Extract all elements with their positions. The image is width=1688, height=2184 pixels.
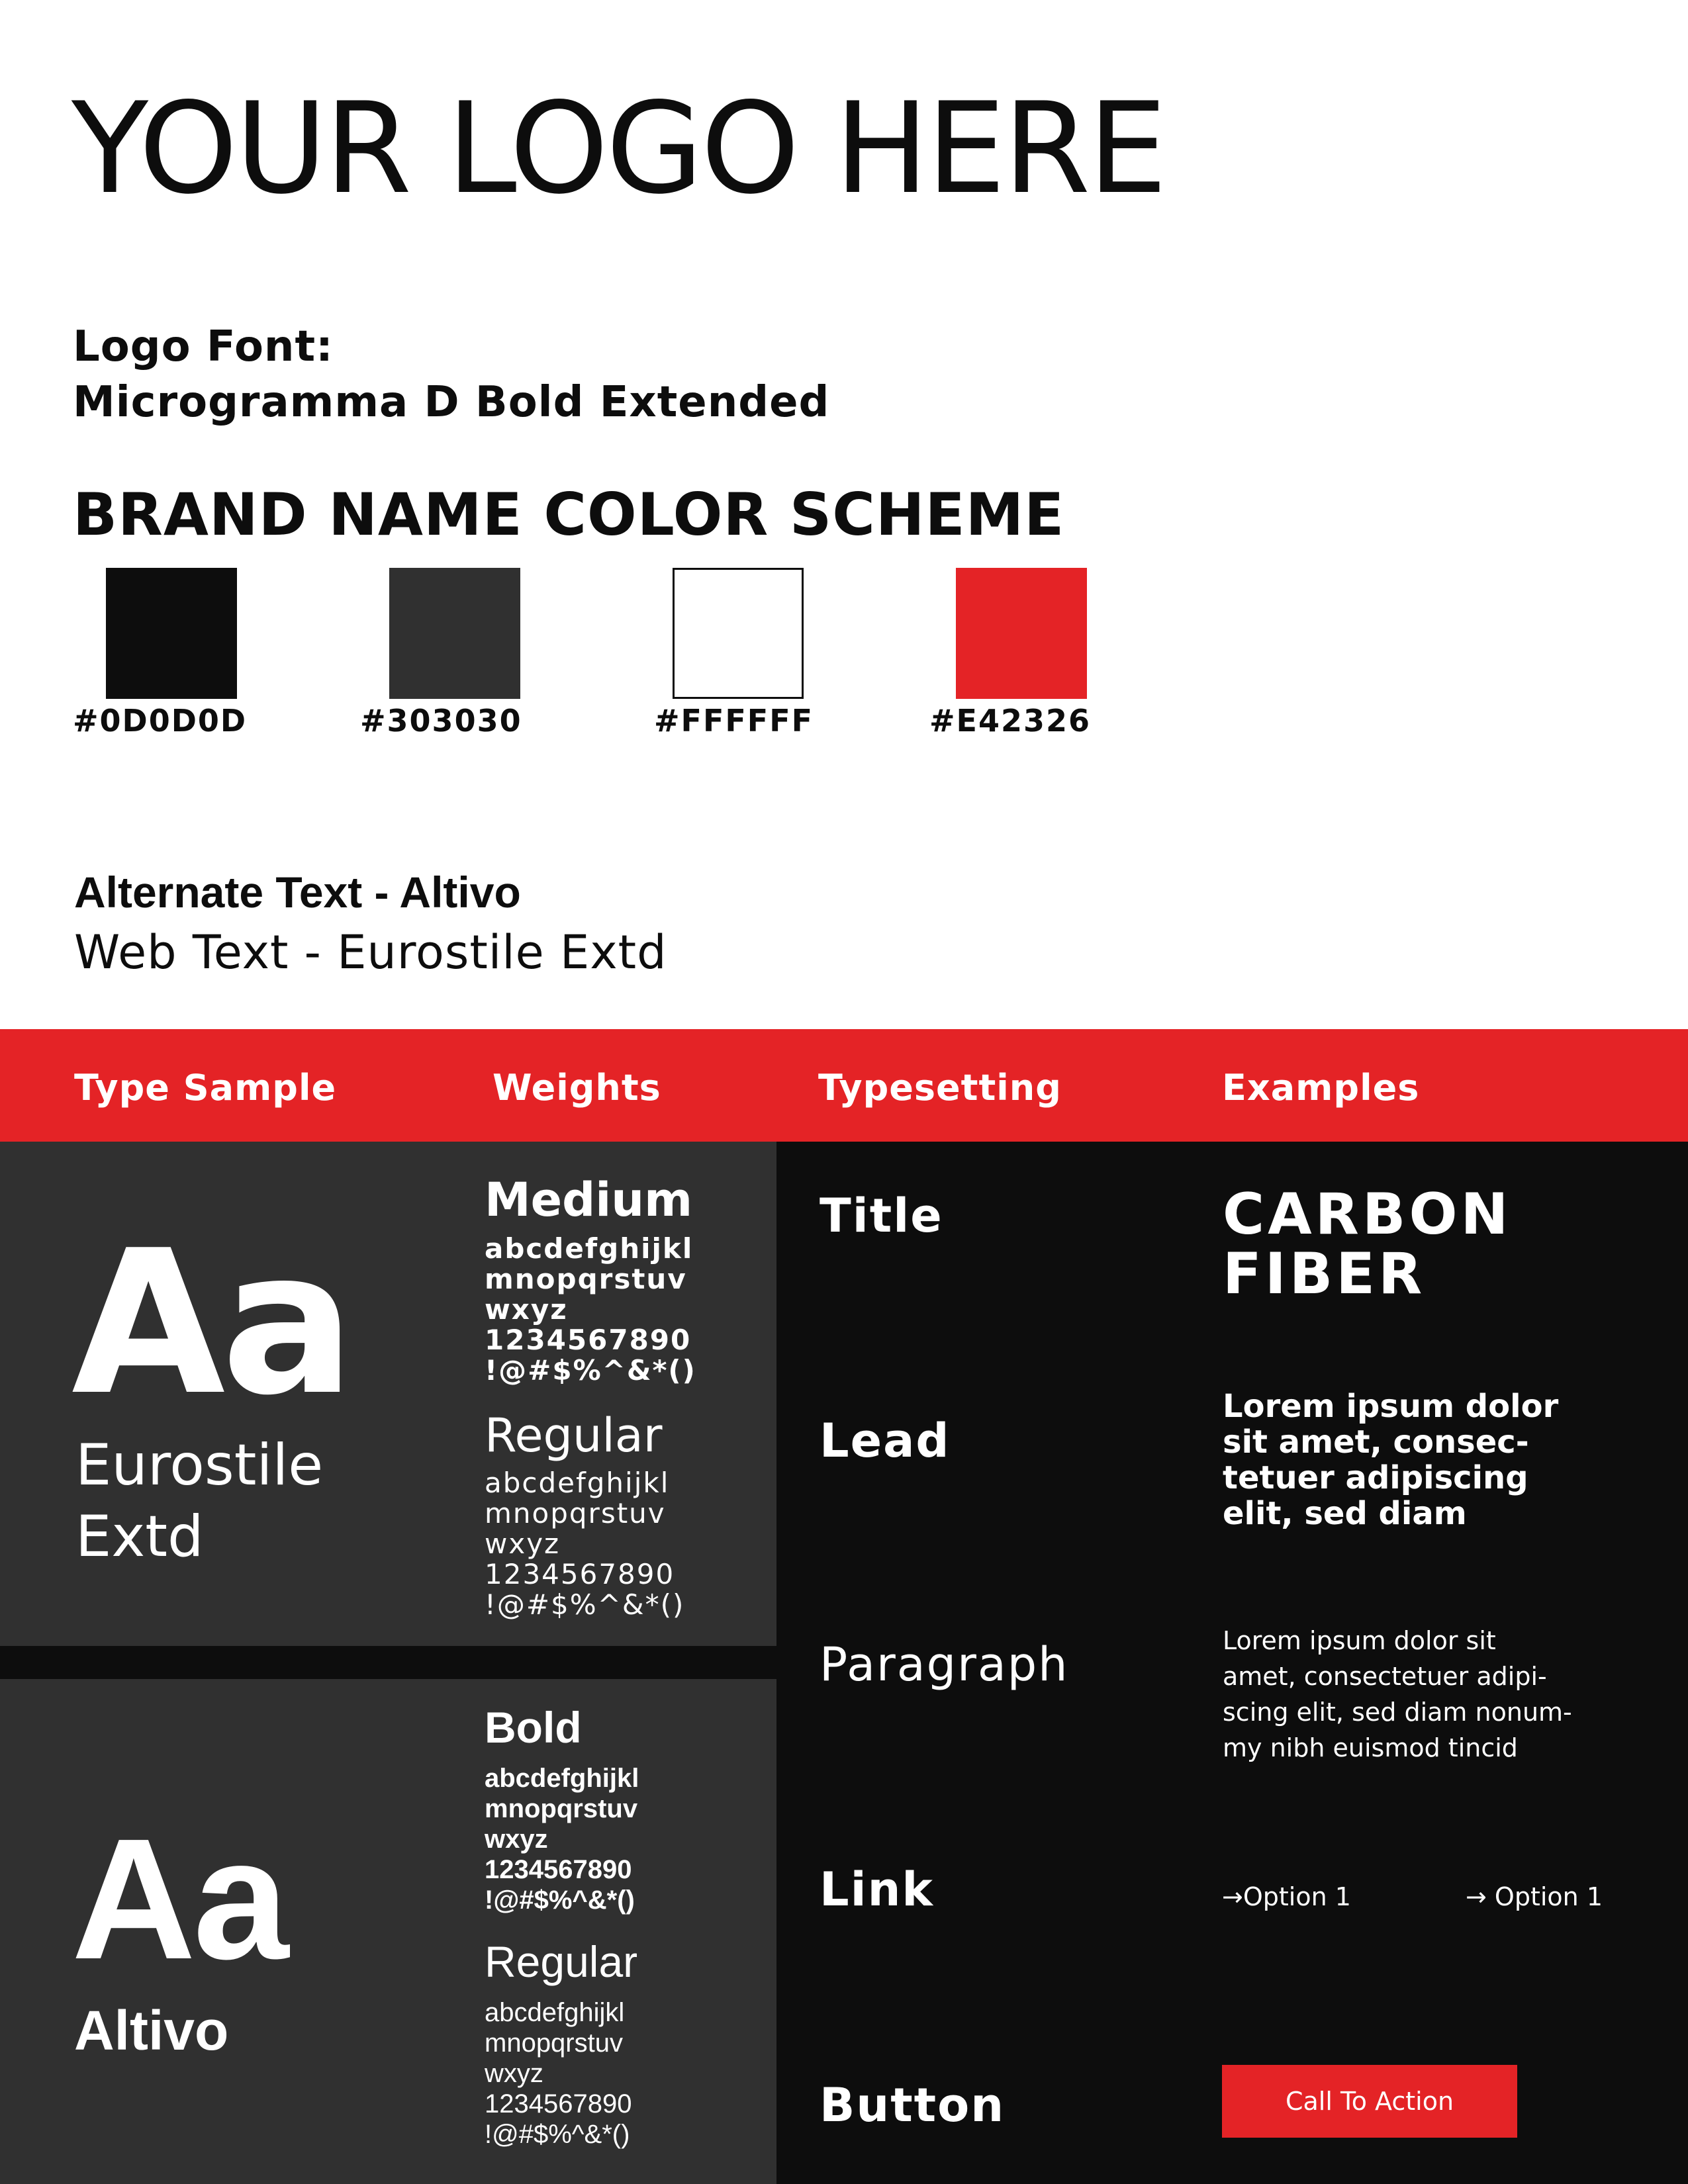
swatch-white: [673, 568, 804, 699]
example-link-option-1[interactable]: →Option 1: [1222, 1882, 1351, 1911]
altivo-weight-regular-chars: abcdefghijkl mnopqrstuv wxyz 1234567890 !@#$%^&*(): [485, 1998, 632, 2149]
swatch-red: [956, 568, 1087, 699]
eurostile-font-name: Eurostile Extd: [75, 1432, 324, 1570]
web-text-label: Web Text - Eurostile Extd: [74, 925, 667, 979]
typesetting-link-label: Link: [820, 1862, 934, 1917]
column-head-weights: Weights: [492, 1067, 661, 1109]
altivo-weight-bold-title: Bold: [485, 1703, 582, 1752]
example-lead-text: Lorem ipsum dolor sit amet, consec- tetuer adipiscing elit, sed diam: [1223, 1388, 1559, 1532]
eurostile-weight-medium-chars: abcdefghijkl mnopqrstuv wxyz 1234567890 !@#$%^&*(): [485, 1232, 696, 1387]
column-head-examples: Examples: [1222, 1067, 1420, 1109]
logo-font-name: Microgramma D Bold Extended: [73, 378, 830, 427]
column-head-typesetting: Typesetting: [818, 1067, 1062, 1109]
logo-font-label: Logo Font:: [73, 322, 334, 371]
logo-font-block: [73, 319, 829, 430]
altivo-glyph-sample: Aa: [71, 1803, 287, 1995]
swatch-black: [106, 568, 237, 699]
swatch-code-dark-gray: #303030: [360, 703, 522, 739]
eurostile-glyph-sample: Aa: [71, 1208, 352, 1439]
altivo-font-name: Altivo: [74, 1999, 229, 2062]
eurostile-weight-regular-title: Regular: [485, 1408, 663, 1463]
typesetting-paragraph-label: Paragraph: [820, 1637, 1069, 1692]
swatch-code-white: #FFFFFF: [654, 703, 814, 739]
eurostile-weight-medium-title: Medium: [485, 1173, 693, 1227]
call-to-action-button[interactable]: Call To Action: [1222, 2065, 1517, 2138]
typesetting-lead-label: Lead: [820, 1414, 951, 1468]
column-head-type-sample: Type Sample: [74, 1067, 337, 1109]
altivo-weight-bold-chars: abcdefghijkl mnopqrstuv wxyz 1234567890 !@#$%^&*(): [485, 1764, 639, 1915]
swatch-code-red: #E42326: [929, 703, 1091, 739]
color-scheme-title: BRAND NAME COLOR SCHEME: [73, 480, 1065, 549]
example-title-text: CARBON FIBER: [1223, 1181, 1512, 1307]
logo-text: YOUR LOGO HERE: [71, 75, 1165, 222]
alternate-text-label: Alternate Text - Altivo: [74, 868, 521, 917]
example-paragraph-text: Lorem ipsum dolor sit amet, consectetuer adipi- scing elit, sed diam nonum- my nibh euismod tincid: [1223, 1626, 1572, 1762]
eurostile-weight-regular-chars: abcdefghijkl mnopqrstuv wxyz 1234567890 !@#$%^&*(): [485, 1467, 685, 1621]
altivo-weight-regular-title: Regular: [485, 1937, 638, 1986]
panel-divider: [0, 1646, 776, 1679]
example-link-option-2[interactable]: → Option 1: [1466, 1882, 1603, 1911]
typesetting-title-label: Title: [820, 1189, 943, 1243]
swatch-dark-gray: [389, 568, 520, 699]
swatch-code-black: #0D0D0D: [73, 703, 248, 739]
typesetting-button-label: Button: [820, 2078, 1006, 2132]
